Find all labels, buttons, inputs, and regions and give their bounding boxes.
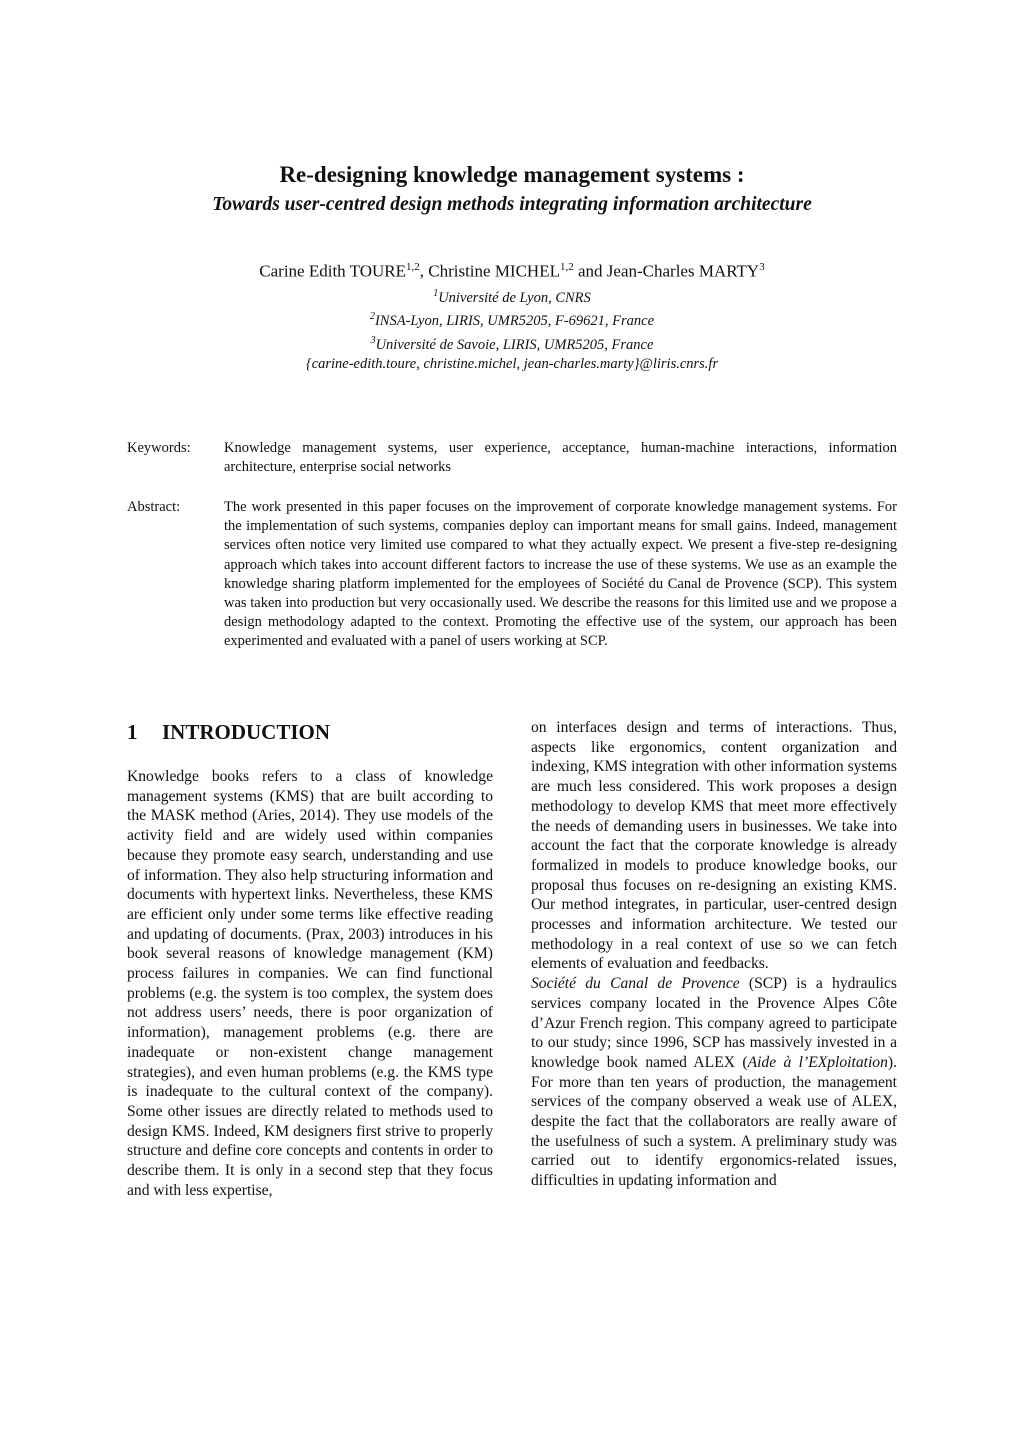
affiliation-text: Université de Savoie, LIRIS, UMR5205, France [375, 337, 654, 354]
author-affil-sup: 1,2 [405, 261, 420, 273]
keywords-text: Knowledge management systems, user experience, acceptance, human-machine interactions, information architecture, enterprise social networks [224, 440, 897, 476]
authors-block [0, 255, 1024, 374]
affiliation [0, 331, 1024, 355]
author-separator: , [419, 261, 429, 281]
intro-paragraph: on interfaces design and terms of interactions. Thus, aspects like ergonomics, content organization and indexing, KMS integration with other information systems are much less considered. This work proposes a design methodology to develop KMS that meet more effectively the needs of demanding users in businesses. We take into account the fact that the corporate knowledge is already formalized in models to produce knowledge books, our proposal thus focuses on re-designing an existing KMS. Our method integrates, in particular, user-centred design processes and information architecture. We tested our methodology in a real context of use so we can fetch elements of evaluation and feedbacks. [531, 719, 897, 973]
author-list [0, 255, 1024, 284]
intro-paragraph [531, 974, 897, 1191]
paper-title: Re-designing knowledge management systems : [279, 162, 745, 187]
author-separator: and [573, 261, 607, 281]
affiliation-sup: 1 [433, 287, 439, 299]
paragraph-text: ). For more than ten years of production, the management services of the company observed a weak use of ALEX, despite the fact that the collaborators are really aware of the usefulness of such a system. A preliminary study was carried out to identify ergonomics-related issues, difficulties in updating information and [531, 1053, 897, 1190]
author-affil-sup: 1,2 [559, 261, 574, 273]
section-heading [127, 718, 493, 746]
author-name: Christine MICHEL [428, 261, 560, 281]
affiliation [0, 307, 1024, 331]
section-title: INTRODUCTION [162, 720, 331, 744]
title-block [0, 160, 1024, 218]
abstract-label: Abstract: [127, 499, 181, 515]
affiliation [0, 284, 1024, 308]
alex-expansion-italic: Aide à l’EXploitation [747, 1053, 888, 1071]
author-emails: {carine-edith.toure, christine.michel, jean-charles.marty}@liris.cnrs.fr [305, 356, 719, 373]
affiliation-text: INSA-Lyon, LIRIS, UMR5205, F-69621, France [374, 313, 655, 330]
abstract-text: The work presented in this paper focuses on the improvement of corporate knowledge management systems. For the implementation of such systems, companies deploy can important means for small gains. Indeed, management services often notice very limited use compared to what they actually expect. We present a five-step re-designing approach which takes into account different factors to increase the use of these systems. We use as an example the knowledge sharing platform implemented for the employees of Société du Canal de Provence (SCP). This system was taken into production but very occasionally used. We describe the reasons for this limited use and we propose a design methodology adapted to the context. Promoting the effective use of the system, our approach has been experimented and evaluated with a panel of users working at SCP. [224, 499, 897, 650]
left-column [127, 718, 493, 1200]
company-name-italic: Société du Canal de Provence [531, 975, 740, 993]
keywords-row [127, 439, 897, 479]
right-column [531, 718, 897, 1191]
intro-paragraph: Knowledge books refers to a class of knowledge management systems (KMS) that are built according to the MASK method (Aries, 2014). They use models of the activity field and are widely used within companies because they promote easy search, understanding and use of information. They also help structuring information and documents with hypertext links. Nevertheless, these KMS are efficient only under some terms like effective reading and updating of documents. (Prax, 2003) introduces in his book several reasons of knowledge management (KM) process failures in companies. We can find functional problems (e.g. the system is too complex, the system does not address users’ needs, there is poor organization of information), management problems (e.g. there are inadequate or non-existent change management strategies), and even human problems (e.g. the KMS type is inadequate to the cultural context of the company). Some other issues are directly related to methods used to design KMS. Indeed, KM designers first strive to properly structure and define core concepts and contents in order to describe them. It is only in a second step that they focus and with less expertise, [127, 768, 493, 1199]
author-name: Carine Edith TOURE [259, 261, 406, 281]
section-number: 1 [127, 720, 138, 744]
affiliation-sup: 3 [370, 335, 376, 347]
keywords-label: Keywords: [127, 440, 191, 456]
affiliation-sup: 2 [369, 311, 375, 323]
affiliation-text: Université de Lyon, CNRS [438, 289, 591, 306]
abstract-row [127, 498, 897, 673]
paragraph-text: (SCP) is a hydraulics services company located in the Provence Alpes Côte d’Azur French region. This company agreed to participate to our study; since 1996, SCP has massively invested in a knowledge book named ALEX ( [531, 975, 897, 1071]
paper-subtitle: Towards user-centred design methods integrating information architecture [212, 194, 812, 215]
author-name: Jean-Charles MARTY [606, 261, 760, 281]
author-affil-sup: 3 [759, 261, 765, 273]
